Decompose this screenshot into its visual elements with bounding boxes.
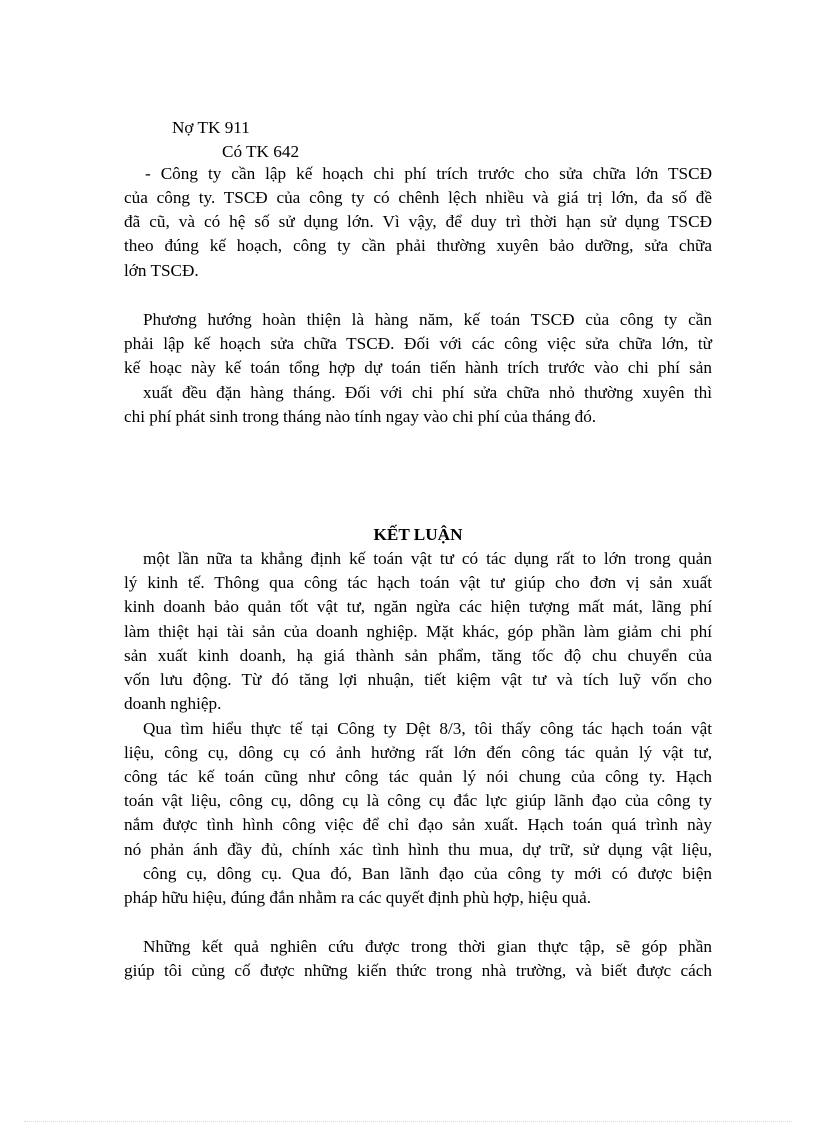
para3-line: vốn lưu động. Từ đó tăng lợi nhuận, tiết kiệm vật tư và tích luỹ vốn cho <box>124 670 712 689</box>
para1-line: - Công ty cần lập kế hoạch chi phí trích trước cho sửa chữa lớn TSCĐ <box>145 164 712 183</box>
page-bottom-rule <box>24 1121 792 1122</box>
para4-line: công cụ, dông cụ. Qua đó, Ban lãnh đạo của công ty mới có được biện <box>143 864 712 883</box>
para4-line: pháp hữu hiệu, đúng đắn nhằm ra các quyết định phù hợp, hiệu quả. <box>124 888 592 907</box>
para2-line: xuất đều đặn hàng tháng. Đối với chi phí sửa chữa nhỏ thường xuyên thì <box>143 383 712 402</box>
para5-line: giúp tôi củng cố được những kiến thức trong nhà trường, và biết được cách <box>124 961 712 980</box>
debit-entry: Nợ TK 911 <box>172 118 250 137</box>
para1-line: đã cũ, và có hệ số sử dụng lớn. Vì vậy, để duy trì thời hạn sử dụng TSCĐ <box>124 212 712 231</box>
para1-line: lớn TSCĐ. <box>124 261 199 280</box>
para5-line: Những kết quả nghiên cứu được trong thời gian thực tập, sẽ góp phần <box>143 937 712 956</box>
para4-line: liệu, công cụ, dông cụ có ảnh hưởng rất lớn đến công tác quản lý vật tư, <box>124 743 712 762</box>
para1-line: theo đúng kế hoạch, công ty cần phải thường xuyên bảo dưỡng, sửa chữa <box>124 236 712 255</box>
conclusion-title: KẾT LUẬN <box>373 525 463 544</box>
para4-line: toán vật liệu, công cụ, dông cụ là công cụ đắc lực giúp lãnh đạo của công ty <box>124 791 712 810</box>
para4-line: Qua tìm hiểu thực tế tại Công ty Dệt 8/3, tôi thấy công tác hạch toán vật <box>143 719 712 738</box>
para2-line: kế hoạc này kế toán tổng hợp dự toán tiến hành trích trước vào chi phí sản <box>124 358 712 377</box>
para2-line: Phương hướng hoàn thiện là hàng năm, kế toán TSCĐ của công ty cần <box>143 310 712 329</box>
para3-line: doanh nghiệp. <box>124 694 222 713</box>
para3-line: làm thiệt hại tài sản của doanh nghiệp. Mặt khác, góp phần làm giảm chi phí <box>124 622 712 641</box>
para3-line: một lần nữa ta khẳng định kế toán vật tư có tác dụng rất to lớn trong quản <box>143 549 712 568</box>
para3-line: kinh doanh bảo quản tốt vật tư, ngăn ngừa các hiện tượng mất mát, lãng phí <box>124 597 712 616</box>
para3-line: sản xuất kinh doanh, hạ giá thành sản phẩm, tăng tốc độ chu chuyển của <box>124 646 712 665</box>
para4-line: công tác kế toán cũng như công tác quản lý nói chung của công ty. Hạch <box>124 767 712 786</box>
para2-line: phải lập kế hoạch sửa chữa TSCĐ. Đối với các công việc sửa chữa lớn, từ <box>124 334 712 353</box>
credit-entry: Có TK 642 <box>222 142 300 161</box>
para4-line: nắm được tình hình công việc để chỉ đạo sản xuất. Hạch toán quá trình này <box>124 815 712 834</box>
para4-line: nó phản ánh đầy đủ, chính xác tình hình thu mua, dự trữ, sử dụng vật liệu, <box>124 840 712 859</box>
para2-line: chi phí phát sinh trong tháng nào tính ngay vào chi phí của tháng đó. <box>124 407 597 426</box>
para3-line: lý kinh tế. Thông qua công tác hạch toán vật tư giúp cho đơn vị sản xuất <box>124 573 712 592</box>
para1-line: của công ty. TSCĐ của công ty có chênh lệch nhiều và giá trị lớn, đa số đề <box>124 188 712 207</box>
